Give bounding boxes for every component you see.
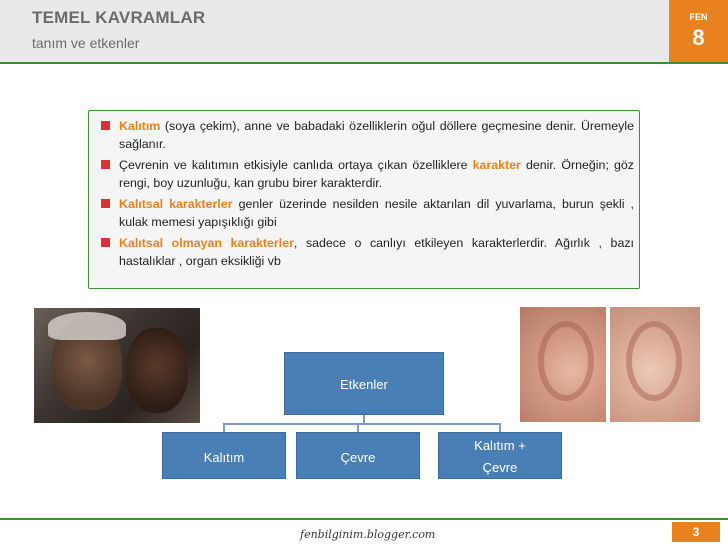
node-label-line1: Kalıtım + (474, 438, 526, 453)
header-divider (0, 62, 728, 64)
node-label: Etkenler (340, 377, 388, 392)
ear-outline (626, 321, 682, 401)
ear-outline (538, 321, 594, 401)
bullet-highlight: Kalıtsal olmayan karakterler (119, 236, 294, 250)
hair-left (48, 312, 126, 340)
connector-kalitim-cevre (499, 423, 501, 432)
photo-two-men (34, 308, 200, 423)
node-label: Kalıtım (203, 450, 245, 465)
diagram-node-etkenler (284, 352, 444, 415)
definitions-list (99, 117, 634, 273)
node-label: Çevre (340, 450, 376, 465)
node-label-line2: Çevre (482, 460, 518, 475)
square-bullet-icon (101, 160, 110, 169)
square-bullet-icon (101, 121, 110, 130)
connector-cevre (357, 423, 359, 432)
grade-badge (669, 0, 728, 62)
photo-ear-free-lobe (520, 307, 606, 422)
diagram-node-cevre (296, 432, 420, 479)
list-item (99, 234, 634, 270)
bullet-text-after: (soya çekim), anne ve babadaki özelliklerin oğul döllere geçmesine denir. Üremeyle sağlanır. (119, 119, 634, 151)
bullet-highlight: karakter (472, 158, 521, 172)
definitions-box (88, 110, 640, 289)
page-subtitle: tanım ve etkenler (32, 35, 140, 51)
bullet-highlight: Kalıtım (119, 119, 161, 133)
connector-horizontal (224, 423, 501, 425)
diagram-node-kalitim-cevre (438, 432, 562, 479)
connector-kalitim (223, 423, 225, 432)
blog-url: fenbilginim.blogger.com (300, 528, 436, 541)
badge-number: 8 (692, 25, 705, 50)
bullet-highlight: Kalıtsal karakterler (119, 197, 233, 211)
photo-ear-attached-lobe (610, 307, 700, 422)
page-number: 3 (672, 522, 720, 542)
square-bullet-icon (101, 199, 110, 208)
bullet-text-after: denir. Örneğin; göz rengi, boy uzunluğu, kan grubu birer karakterdir. (119, 158, 634, 190)
bullet-text-after: , sadece o canlıyı etkileyen karakterlerdir. Ağırlık , bazı hastalıklar , organ eksikliği vb (119, 236, 634, 268)
bullet-text-before: Çevrenin ve kalıtımın etkisiyle canlıda ortaya çıkan özelliklere (119, 158, 473, 172)
list-item (99, 156, 634, 192)
badge-label: FEN (689, 12, 708, 22)
bullet-text-after: genler üzerinde nesilden nesile aktarılan dil yuvarlama, burun şekli , kulak memesi yapışıklığı gibi (119, 197, 634, 229)
list-item (99, 117, 634, 153)
list-item (99, 195, 634, 231)
face-right (126, 328, 188, 413)
square-bullet-icon (101, 238, 110, 247)
page-title: TEMEL KAVRAMLAR (32, 8, 206, 27)
diagram-node-kalitim (162, 432, 286, 479)
